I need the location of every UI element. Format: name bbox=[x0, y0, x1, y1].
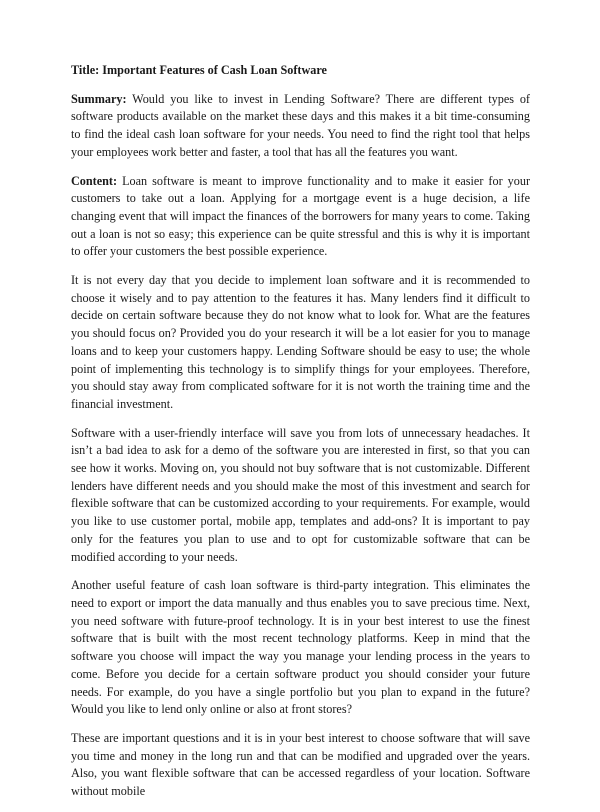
document-title bbox=[71, 62, 530, 80]
title-text: Important Features of Cash Loan Software bbox=[102, 63, 327, 77]
content-paragraph bbox=[71, 173, 530, 262]
body-paragraph: Software with a user-friendly interface will save you from lots of unnecessary headaches. It isn’t a bad idea to ask for a demo of the software you are interested in first, so that you can see how it works. Moving on, you should not buy software that is not customizable. Different lenders have different needs and you should make the most of this investment and search for flexible software that can be customized according to your requirements. For example, would you like to use customer portal, mobile app, templates and add-ons? It is important to pay only for the features you plan to use and to opt for customizable software that can be modified according to your needs. bbox=[71, 425, 530, 564]
summary-text: Would you like to invest in Lending Software? There are different types of software products available on the market these days and this makes it a bit time-consuming to find the ideal cash loan software for your needs. You need to find the right tool that helps your employees work better and faster, a tool that has all the features you want. bbox=[71, 91, 530, 159]
content-intro-text: Loan software is meant to improve functionality and to make it easier for your customers to take out a loan. Applying for a mortgage event is a huge decision, a life changing event that will impact the finances of the borrowers for many years to come. Taking out a loan is not so easy; this experience can be quite stressful and this is why it is important to offer your customers the best possible experience. bbox=[71, 173, 531, 259]
body-paragraph: Another useful feature of cash loan software is third-party integration. This eliminates the need to export or import the data manually and thus enables you to save precious time. Next, you need software with future-proof technology. It is in your best interest to use the finest software that is built with the most recent technology platforms. Keep in mind that the software you choose will impact the way you manage your lending process in the years to come. Before you decide for a certain software product you should consider your future needs. For example, do you have a single portfolio but you plan to expand in the future? Would you like to lend only online or also at front stores? bbox=[71, 578, 530, 717]
content-label: Content: bbox=[71, 173, 118, 188]
title-label: Title: bbox=[71, 63, 100, 77]
body-paragraph: It is not every day that you decide to implement loan software and it is recommended to choose it wisely and to pay attention to the features it has. Many lenders find it difficult to decide on certain software because they do not know what to look for. What are the features you should focus on? Provided you do your research it will be a lot easier for you to manage loans and to keep your customers happy. Lending Software should be easy to use; the whole point of implementing this technology is to simplify things for your employees. Therefore, you should stay away from complicated software for it is not worth the training time and the financial investment. bbox=[71, 273, 530, 411]
body-paragraph: These are important questions and it is in your best interest to choose software that will save you time and money in the long run and that can be modified and upgraded over the years. Also, you want flexible software that can be accessed regardless of your location. Software without mobile bbox=[71, 730, 530, 799]
summary-label: Summary: bbox=[71, 91, 127, 106]
summary-paragraph bbox=[71, 91, 530, 162]
document-page bbox=[71, 62, 530, 812]
